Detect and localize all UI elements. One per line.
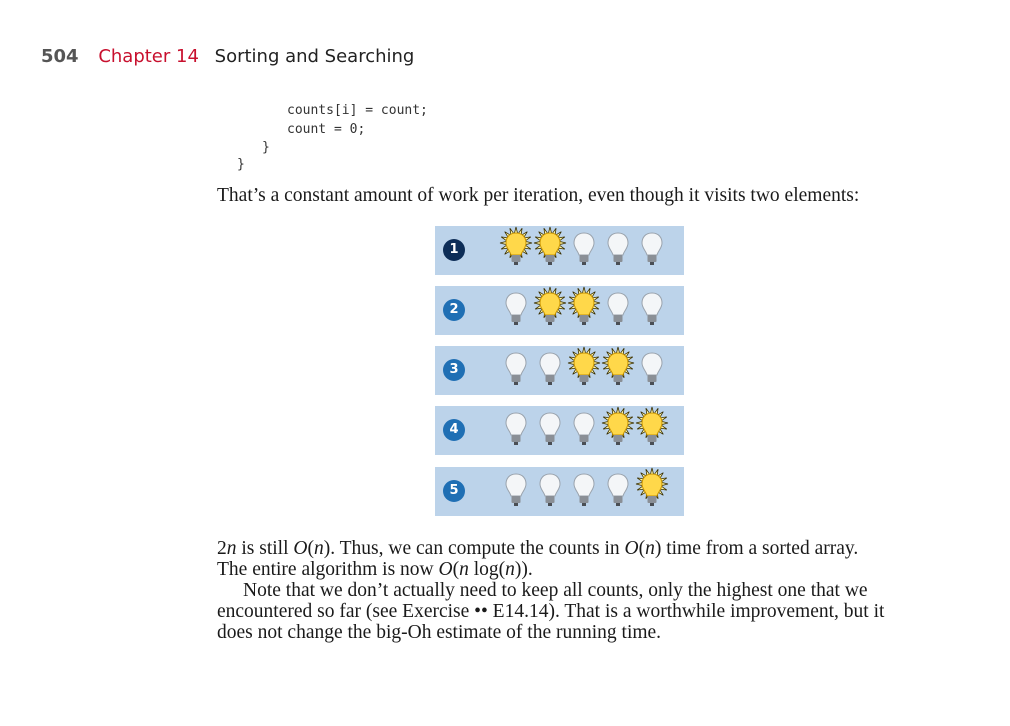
page-number: 504 [41, 46, 79, 67]
lit-bulb-icon [601, 406, 635, 460]
unlit-bulb-icon [635, 346, 669, 400]
code-line: } [262, 140, 270, 155]
unlit-bulb-icon [567, 406, 601, 460]
lit-bulb-icon [601, 346, 635, 400]
intro-text: That’s a constant amount of work per iteration, even though it visits two elements: [217, 185, 860, 206]
unlit-bulb-icon [533, 406, 567, 460]
unlit-bulb-icon [533, 346, 567, 400]
page-header [41, 46, 414, 67]
bulb-row [435, 467, 684, 516]
row-number-badge: 2 [443, 299, 465, 321]
unlit-bulb-icon [567, 226, 601, 280]
lit-bulb-icon [533, 286, 567, 340]
paragraph-line: The entire algorithm is now O(n log(n)). [217, 559, 533, 580]
lit-bulb-icon [567, 346, 601, 400]
row-number-badge: 1 [443, 239, 465, 261]
paragraph-line: 2n is still O(n). Thus, we can compute the counts in O(n) time from a sorted array. [217, 538, 859, 559]
code-line: count = 0; [287, 122, 366, 137]
lit-bulb-icon [635, 406, 669, 460]
unlit-bulb-icon [533, 467, 567, 521]
row-number-badge: 4 [443, 419, 465, 441]
unlit-bulb-icon [635, 286, 669, 340]
unlit-bulb-icon [499, 346, 533, 400]
lit-bulb-icon [533, 226, 567, 280]
paragraph-line: encountered so far (see Exercise •• E14.14). That is a worthwhile improvement, but it [217, 601, 885, 622]
code-line: } [237, 157, 245, 172]
unlit-bulb-icon [635, 226, 669, 280]
code-line: counts[i] = count; [287, 103, 428, 118]
unlit-bulb-icon [601, 286, 635, 340]
unlit-bulb-icon [601, 226, 635, 280]
unlit-bulb-icon [567, 467, 601, 521]
paragraph-line: does not change the big-Oh estimate of the running time. [217, 622, 662, 643]
unlit-bulb-icon [499, 467, 533, 521]
bulb-row [435, 406, 684, 455]
paragraph-line: Note that we don’t actually need to keep all counts, only the highest one that we [243, 580, 868, 601]
row-number-badge: 5 [443, 480, 465, 502]
unlit-bulb-icon [499, 406, 533, 460]
row-number-badge: 3 [443, 359, 465, 381]
lit-bulb-icon [635, 467, 669, 521]
lit-bulb-icon [567, 286, 601, 340]
bulb-row [435, 346, 684, 395]
unlit-bulb-icon [499, 286, 533, 340]
lit-bulb-icon [499, 226, 533, 280]
section-title: Sorting and Searching [214, 46, 415, 67]
bulb-row [435, 226, 684, 275]
chapter-label: Chapter 14 [98, 46, 199, 67]
bulb-row [435, 286, 684, 335]
unlit-bulb-icon [601, 467, 635, 521]
